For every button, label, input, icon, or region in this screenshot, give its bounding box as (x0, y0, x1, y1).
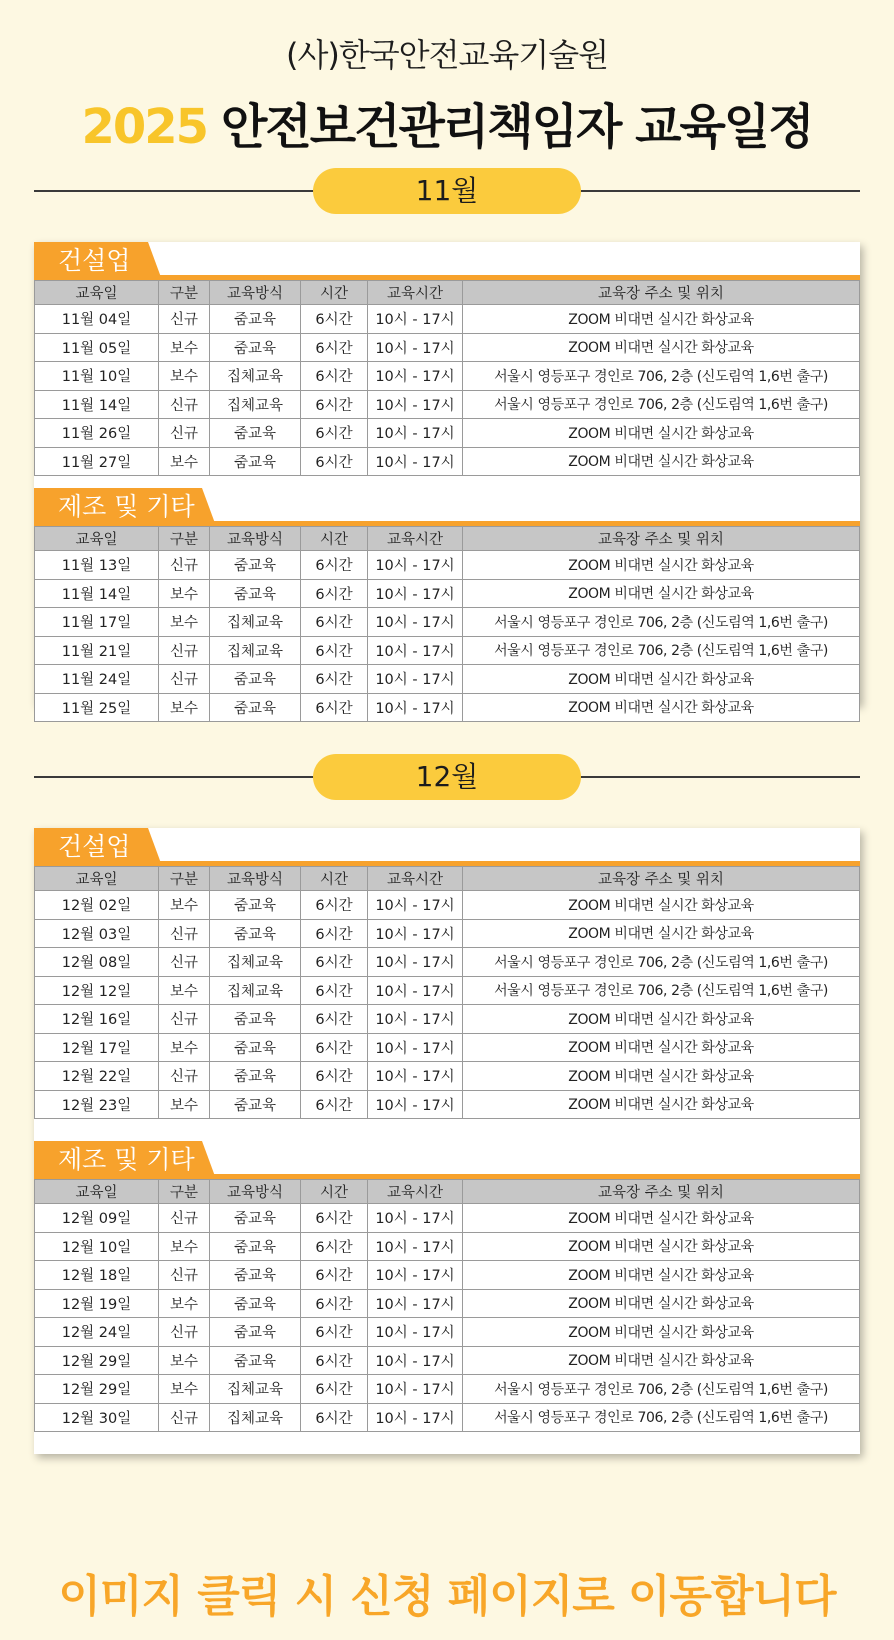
column-header-method: 교육방식 (210, 281, 301, 305)
cell-method: 줌교육 (210, 1204, 301, 1233)
column-header-time: 교육시간 (368, 1180, 463, 1204)
cell-time: 10시 - 17시 (368, 1403, 463, 1432)
cell-time: 10시 - 17시 (368, 976, 463, 1005)
column-header-hours: 시간 (301, 281, 368, 305)
cell-hours: 6시간 (301, 390, 368, 419)
cell-location: 서울시 영등포구 경인로 706, 2층 (신도림역 1,6번 출구) (463, 608, 860, 637)
cell-time: 10시 - 17시 (368, 551, 463, 580)
cell-location: 서울시 영등포구 경인로 706, 2층 (신도림역 1,6번 출구) (463, 976, 860, 1005)
cell-date: 12월 18일 (35, 1261, 159, 1290)
table-header-row (35, 1180, 860, 1204)
section-header (34, 1141, 860, 1179)
cell-time: 10시 - 17시 (368, 333, 463, 362)
cell-type: 보수 (159, 608, 210, 637)
section-header (34, 242, 860, 280)
cell-location: ZOOM 비대면 실시간 화상교육 (463, 665, 860, 694)
cell-type: 보수 (159, 362, 210, 391)
table-row (35, 636, 860, 665)
cell-method: 줌교육 (210, 1090, 301, 1119)
cell-method: 집체교육 (210, 1403, 301, 1432)
cell-method: 줌교육 (210, 1232, 301, 1261)
cell-time: 10시 - 17시 (368, 1005, 463, 1034)
column-header-type: 구분 (159, 281, 210, 305)
cell-type: 신규 (159, 1005, 210, 1034)
month-pill: 12월 (313, 754, 581, 800)
cell-location: 서울시 영등포구 경인로 706, 2층 (신도림역 1,6번 출구) (463, 636, 860, 665)
cell-date: 12월 02일 (35, 891, 159, 920)
table-row (35, 447, 860, 476)
column-header-time: 교육시간 (368, 281, 463, 305)
cell-method: 집체교육 (210, 1375, 301, 1404)
cell-location: ZOOM 비대면 실시간 화상교육 (463, 1033, 860, 1062)
section-tab: 건설업 (34, 242, 148, 280)
table-row (35, 1261, 860, 1290)
cell-time: 10시 - 17시 (368, 1289, 463, 1318)
cell-hours: 6시간 (301, 551, 368, 580)
cell-date: 12월 08일 (35, 948, 159, 977)
cell-time: 10시 - 17시 (368, 390, 463, 419)
cell-date: 11월 17일 (35, 608, 159, 637)
cell-date: 11월 04일 (35, 305, 159, 334)
cell-type: 신규 (159, 390, 210, 419)
table-row (35, 1289, 860, 1318)
cell-hours: 6시간 (301, 579, 368, 608)
cell-location: 서울시 영등포구 경인로 706, 2층 (신도림역 1,6번 출구) (463, 1403, 860, 1432)
section-header (34, 488, 860, 526)
cell-hours: 6시간 (301, 919, 368, 948)
cell-location: 서울시 영등포구 경인로 706, 2층 (신도림역 1,6번 출구) (463, 1375, 860, 1404)
cell-type: 보수 (159, 1346, 210, 1375)
month-pill: 11월 (313, 168, 581, 214)
column-header-hours: 시간 (301, 867, 368, 891)
table-row (35, 693, 860, 722)
cell-method: 줌교육 (210, 1261, 301, 1290)
cell-hours: 6시간 (301, 1375, 368, 1404)
cell-type: 신규 (159, 419, 210, 448)
cell-location: ZOOM 비대면 실시간 화상교육 (463, 1005, 860, 1034)
cell-location: ZOOM 비대면 실시간 화상교육 (463, 447, 860, 476)
table-row (35, 1062, 860, 1091)
cell-time: 10시 - 17시 (368, 919, 463, 948)
table-row (35, 390, 860, 419)
table-row (35, 1204, 860, 1233)
cell-hours: 6시간 (301, 305, 368, 334)
schedule-table (34, 866, 860, 1119)
cell-hours: 6시간 (301, 1062, 368, 1091)
cell-hours: 6시간 (301, 447, 368, 476)
table-row (35, 1033, 860, 1062)
cell-date: 12월 17일 (35, 1033, 159, 1062)
cell-hours: 6시간 (301, 636, 368, 665)
cell-time: 10시 - 17시 (368, 1261, 463, 1290)
cell-method: 줌교육 (210, 1346, 301, 1375)
cell-type: 보수 (159, 1375, 210, 1404)
cell-date: 11월 24일 (35, 665, 159, 694)
schedule-table (34, 1179, 860, 1432)
column-header-hours: 시간 (301, 527, 368, 551)
cell-date: 12월 09일 (35, 1204, 159, 1233)
cell-location: 서울시 영등포구 경인로 706, 2층 (신도림역 1,6번 출구) (463, 390, 860, 419)
cell-hours: 6시간 (301, 1005, 368, 1034)
cell-hours: 6시간 (301, 1261, 368, 1290)
table-row (35, 333, 860, 362)
cell-type: 신규 (159, 1204, 210, 1233)
cell-type: 신규 (159, 305, 210, 334)
column-header-method: 교육방식 (210, 867, 301, 891)
cell-date: 12월 03일 (35, 919, 159, 948)
cell-time: 10시 - 17시 (368, 362, 463, 391)
table-row (35, 1232, 860, 1261)
column-header-location: 교육장 주소 및 위치 (463, 867, 860, 891)
cell-date: 12월 19일 (35, 1289, 159, 1318)
cell-location: 서울시 영등포구 경인로 706, 2층 (신도림역 1,6번 출구) (463, 362, 860, 391)
table-row (35, 362, 860, 391)
table-row (35, 976, 860, 1005)
cell-hours: 6시간 (301, 362, 368, 391)
cell-date: 11월 14일 (35, 390, 159, 419)
cell-hours: 6시간 (301, 693, 368, 722)
cell-type: 신규 (159, 1062, 210, 1091)
section-header (34, 828, 860, 866)
cell-hours: 6시간 (301, 333, 368, 362)
table-row (35, 419, 860, 448)
cell-method: 집체교육 (210, 608, 301, 637)
cell-method: 줌교육 (210, 891, 301, 920)
cell-hours: 6시간 (301, 1090, 368, 1119)
table-row (35, 608, 860, 637)
cell-type: 신규 (159, 1261, 210, 1290)
cell-type: 신규 (159, 665, 210, 694)
table-row (35, 1375, 860, 1404)
cell-time: 10시 - 17시 (368, 1090, 463, 1119)
cell-date: 11월 26일 (35, 419, 159, 448)
cell-location: ZOOM 비대면 실시간 화상교육 (463, 579, 860, 608)
cell-time: 10시 - 17시 (368, 636, 463, 665)
cell-time: 10시 - 17시 (368, 579, 463, 608)
cell-location: 서울시 영등포구 경인로 706, 2층 (신도림역 1,6번 출구) (463, 948, 860, 977)
cell-method: 줌교육 (210, 919, 301, 948)
cell-hours: 6시간 (301, 891, 368, 920)
column-header-date: 교육일 (35, 867, 159, 891)
cell-type: 보수 (159, 447, 210, 476)
cell-time: 10시 - 17시 (368, 1375, 463, 1404)
cell-method: 집체교육 (210, 976, 301, 1005)
cell-hours: 6시간 (301, 1318, 368, 1347)
cell-method: 집체교육 (210, 362, 301, 391)
cell-location: ZOOM 비대면 실시간 화상교육 (463, 1318, 860, 1347)
schedule-table (34, 526, 860, 722)
cell-time: 10시 - 17시 (368, 1232, 463, 1261)
section-underline (34, 521, 860, 526)
cell-method: 줌교육 (210, 665, 301, 694)
column-header-location: 교육장 주소 및 위치 (463, 281, 860, 305)
table-row (35, 1346, 860, 1375)
column-header-method: 교육방식 (210, 1180, 301, 1204)
cell-method: 집체교육 (210, 390, 301, 419)
cell-date: 11월 05일 (35, 333, 159, 362)
column-header-method: 교육방식 (210, 527, 301, 551)
table-row (35, 1403, 860, 1432)
cell-method: 줌교육 (210, 1318, 301, 1347)
table-row (35, 1318, 860, 1347)
cell-date: 12월 22일 (35, 1062, 159, 1091)
cell-location: ZOOM 비대면 실시간 화상교육 (463, 1232, 860, 1261)
cell-type: 보수 (159, 333, 210, 362)
table-row (35, 551, 860, 580)
cell-method: 줌교육 (210, 551, 301, 580)
cell-date: 12월 23일 (35, 1090, 159, 1119)
schedule-table (34, 280, 860, 476)
cell-type: 신규 (159, 551, 210, 580)
cell-type: 보수 (159, 891, 210, 920)
cell-type: 신규 (159, 636, 210, 665)
cell-method: 줌교육 (210, 305, 301, 334)
table-row (35, 579, 860, 608)
cell-time: 10시 - 17시 (368, 891, 463, 920)
cell-location: ZOOM 비대면 실시간 화상교육 (463, 1261, 860, 1290)
cell-type: 보수 (159, 579, 210, 608)
cell-date: 11월 13일 (35, 551, 159, 580)
table-row (35, 891, 860, 920)
cell-date: 12월 24일 (35, 1318, 159, 1347)
cell-location: ZOOM 비대면 실시간 화상교육 (463, 693, 860, 722)
table-header-row (35, 281, 860, 305)
table-row (35, 1090, 860, 1119)
cell-location: ZOOM 비대면 실시간 화상교육 (463, 305, 860, 334)
cell-location: ZOOM 비대면 실시간 화상교육 (463, 551, 860, 580)
cell-hours: 6시간 (301, 419, 368, 448)
column-header-date: 교육일 (35, 281, 159, 305)
cell-time: 10시 - 17시 (368, 693, 463, 722)
cell-date: 12월 30일 (35, 1403, 159, 1432)
cell-location: ZOOM 비대면 실시간 화상교육 (463, 1090, 860, 1119)
cell-location: ZOOM 비대면 실시간 화상교육 (463, 1346, 860, 1375)
cell-hours: 6시간 (301, 608, 368, 637)
cell-method: 집체교육 (210, 636, 301, 665)
table-row (35, 665, 860, 694)
cell-method: 줌교육 (210, 1005, 301, 1034)
section-tab: 건설업 (34, 828, 148, 866)
column-header-type: 구분 (159, 1180, 210, 1204)
column-header-type: 구분 (159, 527, 210, 551)
cell-date: 12월 29일 (35, 1375, 159, 1404)
cell-location: ZOOM 비대면 실시간 화상교육 (463, 919, 860, 948)
cell-date: 12월 16일 (35, 1005, 159, 1034)
page-title (0, 88, 894, 157)
cell-hours: 6시간 (301, 1204, 368, 1233)
cell-time: 10시 - 17시 (368, 1062, 463, 1091)
cell-type: 보수 (159, 693, 210, 722)
cell-time: 10시 - 17시 (368, 1318, 463, 1347)
cell-location: ZOOM 비대면 실시간 화상교육 (463, 891, 860, 920)
schedule-card-november (34, 242, 860, 717)
cell-time: 10시 - 17시 (368, 1033, 463, 1062)
cell-method: 줌교육 (210, 693, 301, 722)
cell-method: 줌교육 (210, 1033, 301, 1062)
cell-time: 10시 - 17시 (368, 419, 463, 448)
cell-date: 11월 27일 (35, 447, 159, 476)
cell-hours: 6시간 (301, 1289, 368, 1318)
column-header-hours: 시간 (301, 1180, 368, 1204)
cell-hours: 6시간 (301, 976, 368, 1005)
cell-hours: 6시간 (301, 1346, 368, 1375)
cell-date: 12월 10일 (35, 1232, 159, 1261)
cell-method: 줌교육 (210, 1289, 301, 1318)
table-row (35, 305, 860, 334)
section-tab: 제조 및 기타 (34, 1141, 202, 1179)
table-header-row (35, 867, 860, 891)
cell-time: 10시 - 17시 (368, 305, 463, 334)
cell-method: 줌교육 (210, 579, 301, 608)
table-row (35, 919, 860, 948)
cell-type: 신규 (159, 1318, 210, 1347)
cell-type: 신규 (159, 919, 210, 948)
cell-hours: 6시간 (301, 1403, 368, 1432)
cell-type: 보수 (159, 1232, 210, 1261)
cell-method: 줌교육 (210, 333, 301, 362)
cell-type: 보수 (159, 976, 210, 1005)
cell-time: 10시 - 17시 (368, 608, 463, 637)
cell-location: ZOOM 비대면 실시간 화상교육 (463, 419, 860, 448)
cell-location: ZOOM 비대면 실시간 화상교육 (463, 1204, 860, 1233)
column-header-type: 구분 (159, 867, 210, 891)
cell-hours: 6시간 (301, 1033, 368, 1062)
cell-time: 10시 - 17시 (368, 447, 463, 476)
cell-date: 11월 25일 (35, 693, 159, 722)
title-text: 안전보건관리책임자 교육일정 (221, 99, 813, 155)
cell-method: 집체교육 (210, 948, 301, 977)
schedule-card-december (34, 828, 860, 1454)
cell-method: 줌교육 (210, 419, 301, 448)
table-row (35, 1005, 860, 1034)
cell-method: 줌교육 (210, 1062, 301, 1091)
cell-type: 신규 (159, 1403, 210, 1432)
month-header-december (34, 754, 860, 800)
section-underline (34, 1174, 860, 1179)
cell-type: 신규 (159, 948, 210, 977)
table-header-row (35, 527, 860, 551)
cell-location: ZOOM 비대면 실시간 화상교육 (463, 1062, 860, 1091)
column-header-time: 교육시간 (368, 867, 463, 891)
cell-location: ZOOM 비대면 실시간 화상교육 (463, 333, 860, 362)
title-year: 2025 (81, 99, 208, 155)
cell-location: ZOOM 비대면 실시간 화상교육 (463, 1289, 860, 1318)
cell-date: 11월 10일 (35, 362, 159, 391)
cell-date: 12월 29일 (35, 1346, 159, 1375)
table-row (35, 948, 860, 977)
cell-date: 11월 21일 (35, 636, 159, 665)
cell-date: 11월 14일 (35, 579, 159, 608)
cell-type: 보수 (159, 1289, 210, 1318)
cell-time: 10시 - 17시 (368, 665, 463, 694)
section-underline (34, 861, 860, 866)
cell-hours: 6시간 (301, 1232, 368, 1261)
section-tab: 제조 및 기타 (34, 488, 202, 526)
cell-hours: 6시간 (301, 665, 368, 694)
cell-date: 12월 12일 (35, 976, 159, 1005)
cell-hours: 6시간 (301, 948, 368, 977)
column-header-location: 교육장 주소 및 위치 (463, 1180, 860, 1204)
section-underline (34, 275, 860, 280)
cell-time: 10시 - 17시 (368, 1346, 463, 1375)
cell-time: 10시 - 17시 (368, 1204, 463, 1233)
cell-time: 10시 - 17시 (368, 948, 463, 977)
month-header-november (34, 168, 860, 214)
column-header-date: 교육일 (35, 527, 159, 551)
column-header-date: 교육일 (35, 1180, 159, 1204)
cell-type: 보수 (159, 1033, 210, 1062)
cell-method: 줌교육 (210, 447, 301, 476)
apply-link[interactable]: 이미지 클릭 시 신청 페이지로 이동합니다 (58, 1571, 836, 1622)
column-header-location: 교육장 주소 및 위치 (463, 527, 860, 551)
column-header-time: 교육시간 (368, 527, 463, 551)
cell-type: 보수 (159, 1090, 210, 1119)
organization-name: (사)한국안전교육기술원 (285, 36, 609, 74)
